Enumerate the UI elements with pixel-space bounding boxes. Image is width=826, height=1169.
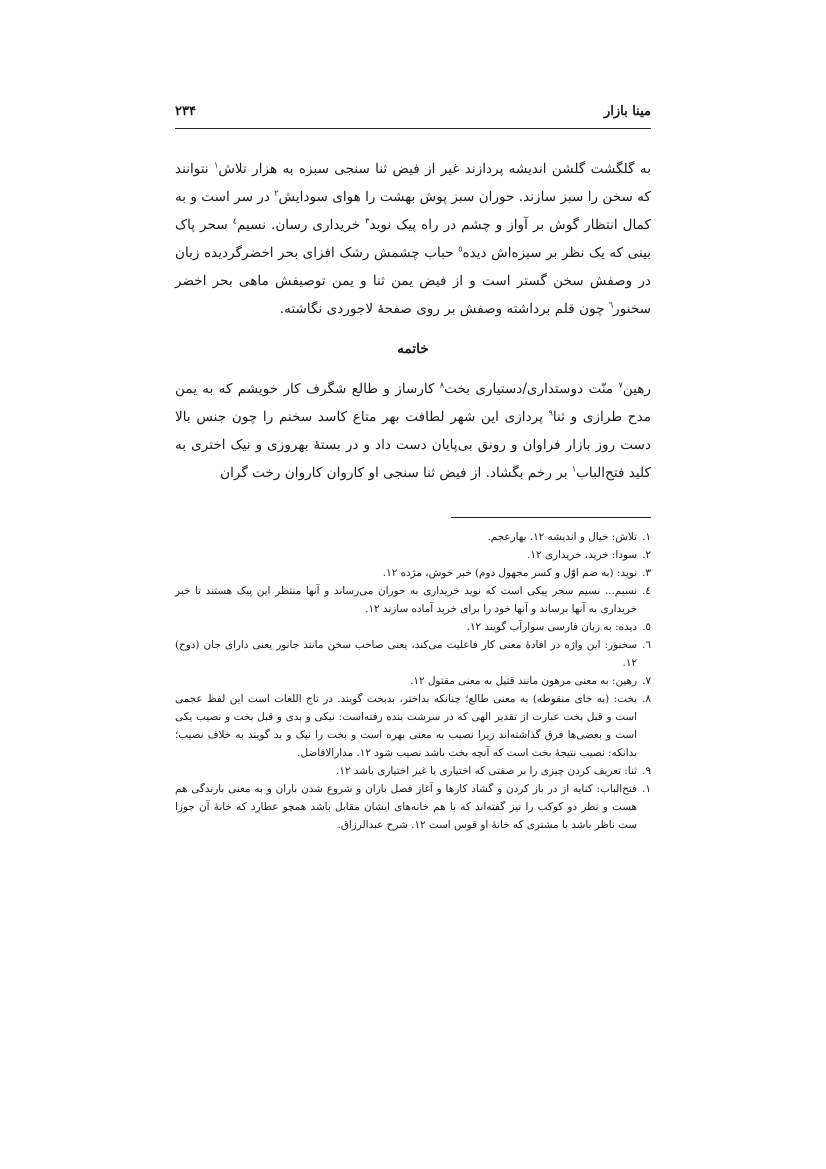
footnote-text: دیده: به زبان فارسی سوارآب گویند ۱۲. bbox=[466, 620, 637, 633]
footnote-number: ۱. bbox=[642, 530, 651, 543]
text-run: حباب چشمش رشک افزای بحر اخضرگردیده زبان در وصفش سخن گستر است و از فیض یمن ثنا و یمن توصیفش ماهی بحر اخضر سخنور bbox=[175, 245, 651, 317]
footnote-text: تلاش: خیال و اندیشه ۱۲. بهارعجم. bbox=[487, 530, 637, 543]
closing-paragraph bbox=[175, 375, 651, 487]
footnote-number: ۹. bbox=[642, 764, 651, 777]
footnote-marker: ۲ bbox=[274, 188, 279, 198]
footnote-marker: ۱ bbox=[571, 464, 577, 474]
footnote-number: ۱. bbox=[642, 782, 651, 795]
text-run: بر رخم بگشاد. از فیض ثنا سنجی او کاروان کاروان رخت گران bbox=[220, 464, 572, 481]
footnote-text: رهین: به معنی مرهون مانند قتیل به معنی مقتول ۱۲. bbox=[410, 674, 637, 687]
text-run: در سر است و به کمال انتظار گوش بر آواز و چشم در راه پیک نوید bbox=[174, 189, 651, 233]
intro-paragraph bbox=[175, 155, 651, 323]
footnote-marker: ۷ bbox=[618, 380, 623, 390]
footnote-item bbox=[175, 636, 651, 672]
section-heading: خاتمه bbox=[397, 341, 429, 357]
footnote-number: ۲. bbox=[642, 548, 651, 561]
running-title: مینا بازار bbox=[603, 104, 651, 119]
footnote-number: ٦. bbox=[642, 638, 651, 651]
text-run: سحر پاک بینی که یک نظر بر سبزه‌اش دیده bbox=[175, 217, 651, 261]
footnote-marker: ٥ bbox=[458, 244, 463, 254]
footnote-marker: ۹ bbox=[548, 408, 553, 418]
text-run: نتوانند که سخن را سبز سازند. حوران سبز پوش بهشت را هوای سودایش bbox=[175, 161, 651, 205]
text-run: پردازی این شهر لطافت بهر متاع کاسد سخنم را چون جنس بالا دست روز بازار فراوان و رونق بی‌پایان دست داد و در بستهٔ بهروزی و نیک اختری به کلید فتح‌الباب bbox=[175, 408, 651, 481]
header-rule bbox=[175, 128, 651, 129]
footnote-item bbox=[175, 762, 651, 780]
footnote-text: بخت: (به خای منقوطه) به معنی طالع؛ چنانکه بداختر، بدبخت گویند. در تاج اللغات است این لفظ عجمی است و قبل بخت عبارت از تقدیر الهی که در سرشت بنده رفته‌است: نیکی و بدی و قبل بخت و نصیب یکی است و بعضی‌ها فرق گذاشته‌اند زیرا نصیب به معنی بهره است و بخت را نیک و بد گویند به خلاف نصیب؛ بدانکه: نصیب نتیجهٔ بخت است که آنچه بخت باشد نصیب شود ۱۲. مدارالافاضل. bbox=[175, 692, 637, 759]
footnote-item bbox=[175, 618, 651, 636]
page-number: ۲۳۴ bbox=[175, 104, 196, 119]
footnote-item bbox=[175, 582, 651, 618]
text-run: خریداری رسان. نسیم bbox=[236, 217, 366, 233]
footnote-text: سخنور: این واژه در افادهٔ معنی کار فاعلیت می‌کند، یعنی صاحب سخن مانند جانور یعنی دارای جان (دوح) ۱۲. bbox=[175, 638, 637, 669]
footnote-number: ۷. bbox=[642, 674, 651, 687]
footnote-text: سودا: خرید، خریداری ۱۲. bbox=[527, 548, 637, 561]
footnote-rule bbox=[451, 517, 651, 518]
running-header bbox=[175, 96, 651, 120]
footnote-marker: ٦ bbox=[608, 300, 614, 310]
footnote-item bbox=[175, 780, 651, 834]
footnote-number: ۳. bbox=[642, 566, 651, 579]
footnote-marker: ۸ bbox=[439, 380, 445, 390]
footnote-item bbox=[175, 564, 651, 582]
footnote-text: ثنا: تعریف کردن چیزی را بر صفتی که اختیاری یا غیر اختیاری باشد ۱۲. bbox=[335, 764, 637, 777]
footnote-text: فتح‌الباب: کنایه از در باز کردن و گشاد کارها و آغاز فصل باران و شروع شدن باران و به معنی بارندگی هم هست و نظر دو کوکب را نیز گفته‌اند که با هم خانه‌های ایشان مقابل باشد همچو عطارد که خانهٔ آن جوزا ست ناظر باشد با مشتری که خانهٔ او قوس است ۱۲. شرح عبدالرزاق. bbox=[175, 782, 637, 831]
footnote-number: ٥. bbox=[642, 620, 651, 633]
footnote-text: نسیم... نسیم سحر پیکی است که نوید خریداری به حوران می‌رساند و آنها منتظر این پیک هستند تا خبر خریداری به آنها برساند و آنها خود را برای خرید آماده سازند ۱۲. bbox=[175, 584, 637, 615]
text-run: به گلگشت گلشن اندیشه پردازند غیر از فیض ثنا سنجی سبزه به هزار تلاش bbox=[218, 161, 651, 177]
footnote-number: ٤. bbox=[642, 584, 651, 597]
footnote-item bbox=[175, 690, 651, 762]
footnote-item bbox=[175, 546, 651, 564]
footnote-item bbox=[175, 672, 651, 690]
footnotes-list bbox=[175, 528, 651, 834]
text-run: منّت دوستداری/دستیاری بخت bbox=[444, 380, 619, 397]
footnote-marker: ۱ bbox=[214, 160, 219, 170]
text-run: کارساز و طالع شگرف کار خویشم که به یمن مدح طرازی و ثنا bbox=[175, 380, 651, 425]
text-run: رهین bbox=[622, 380, 651, 397]
footnote-item bbox=[175, 528, 651, 546]
footnote-text: نوید: (به ضم اوّل و کسر مجهول دوم) خبر خوش، مژده ۱۲. bbox=[382, 566, 637, 579]
footnote-number: ۸. bbox=[642, 692, 651, 705]
book-page bbox=[175, 96, 651, 834]
text-run: چون قلم برداشته وصفش بر روی صفحهٔ لاجوردی نگاشته. bbox=[279, 301, 609, 317]
footnote-marker: ٤ bbox=[232, 216, 237, 226]
footnote-marker: ۳ bbox=[365, 216, 370, 226]
